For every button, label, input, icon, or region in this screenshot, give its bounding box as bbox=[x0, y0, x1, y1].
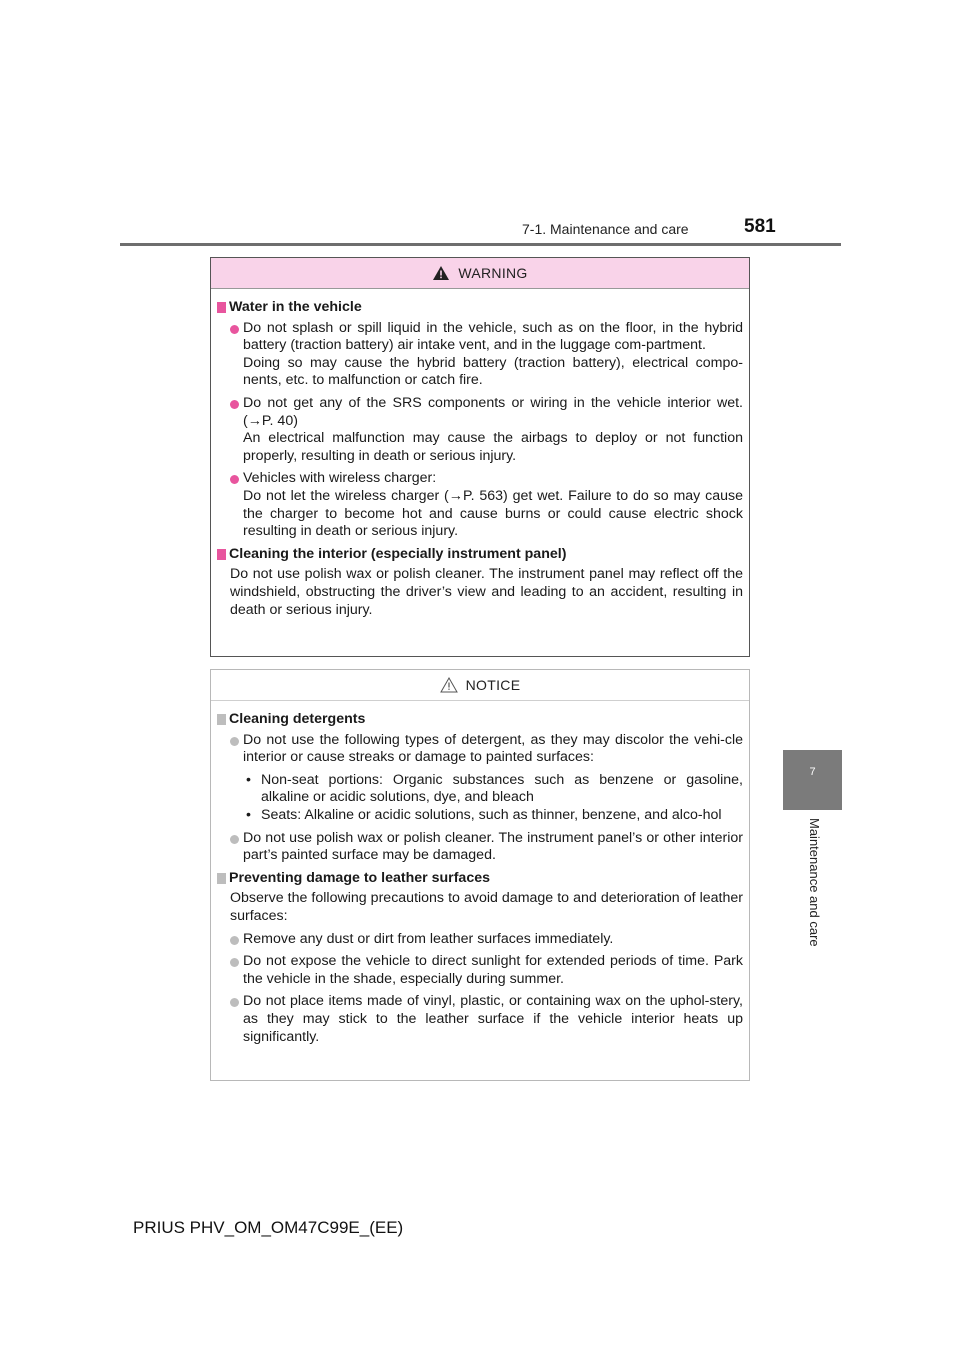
list-item: Do not get any of the SRS components or wiring in the vehicle interior wet. (→P. 40) An electrical malfunction may cause the airbags to deploy or not function properly, resulting in death or serious injury. bbox=[217, 395, 743, 465]
dot-bullet-icon: • bbox=[246, 806, 251, 823]
paragraph: Observe the following precautions to avoid damage to and deterioration of leather surfaces: bbox=[230, 890, 743, 924]
list-item: Do not expose the vehicle to direct sunlight for extended periods of time. Park the vehicle in the shade, especially during summer. bbox=[217, 953, 743, 988]
circle-bullet-icon bbox=[230, 475, 239, 484]
square-bullet-icon bbox=[217, 714, 226, 725]
list-item: Remove any dust or dirt from leather surfaces immediately. bbox=[217, 931, 743, 949]
list-item: Do not splash or spill liquid in the vehicle, such as on the floor, in the hybrid battery (traction battery) air intake vent, and in the luggage com-partment. Doing so may cause the hybrid battery (traction battery), electrical compo-nents, etc. to malfunction or catch fire. bbox=[217, 320, 743, 390]
circle-bullet-icon bbox=[230, 835, 239, 844]
chapter-label: Maintenance and care bbox=[807, 818, 822, 947]
warning-box bbox=[210, 257, 750, 657]
circle-bullet-icon bbox=[230, 998, 239, 1007]
chapter-tab bbox=[783, 750, 842, 810]
chapter-number: 7 bbox=[809, 766, 816, 778]
circle-bullet-icon bbox=[230, 936, 239, 945]
notice-header bbox=[211, 670, 749, 701]
list-item: Do not use the following types of detergent, as they may discolor the vehi-cle interior or cause streaks or damage to painted surfaces: bbox=[217, 732, 743, 767]
paragraph: Do not use polish wax or polish cleaner. The instrument panel may reflect off the windshield, obstructing the driver’s view and leading to an accident, resulting in death or serious injury. bbox=[230, 566, 743, 618]
page-number: 581 bbox=[744, 216, 776, 237]
list-item: Do not use polish wax or polish cleaner. The instrument panel’s or other interior part’s painted surface may be damaged. bbox=[217, 830, 743, 865]
section-heading: Water in the vehicle bbox=[217, 299, 743, 317]
header-divider bbox=[120, 243, 841, 246]
square-bullet-icon bbox=[217, 549, 226, 560]
list-item: Vehicles with wireless charger: Do not let the wireless charger (→P. 563) get wet. Failure to do so may cause the charger to become hot and cause burns or could cause electric shock resulting in death or serious injury. bbox=[217, 470, 743, 540]
notice-box bbox=[210, 669, 750, 1081]
notice-triangle-icon bbox=[440, 677, 458, 693]
notice-body bbox=[211, 701, 749, 1046]
dot-bullet-icon: • bbox=[246, 771, 251, 788]
document-code: PRIUS PHV_OM_OM47C99E_(EE) bbox=[133, 1218, 404, 1237]
notice-title: NOTICE bbox=[465, 677, 521, 693]
square-bullet-icon bbox=[217, 302, 226, 313]
warning-title: WARNING bbox=[458, 265, 528, 281]
sub-list-item: • Non-seat portions: Organic substances such as benzene or gasoline, alkaline or acidic solutions, dye, and bleach bbox=[246, 771, 743, 806]
square-bullet-icon bbox=[217, 873, 226, 884]
section-title: 7-1. Maintenance and care bbox=[522, 221, 689, 237]
circle-bullet-icon bbox=[230, 325, 239, 334]
section-heading: Cleaning detergents bbox=[217, 711, 743, 729]
section-heading: Preventing damage to leather surfaces bbox=[217, 870, 743, 888]
warning-header bbox=[211, 258, 749, 289]
sub-list-item: • Seats: Alkaline or acidic solutions, such as thinner, benzene, and alco-hol bbox=[246, 806, 722, 823]
warning-body bbox=[211, 289, 749, 619]
section-heading: Cleaning the interior (especially instrument panel) bbox=[217, 546, 743, 564]
circle-bullet-icon bbox=[230, 400, 239, 409]
warning-triangle-icon bbox=[432, 265, 450, 281]
list-item: Do not place items made of vinyl, plastic, or containing wax on the uphol-stery, as they may stick to the leather surface if the vehicle interior heats up significantly. bbox=[217, 993, 743, 1046]
circle-bullet-icon bbox=[230, 958, 239, 967]
circle-bullet-icon bbox=[230, 737, 239, 746]
